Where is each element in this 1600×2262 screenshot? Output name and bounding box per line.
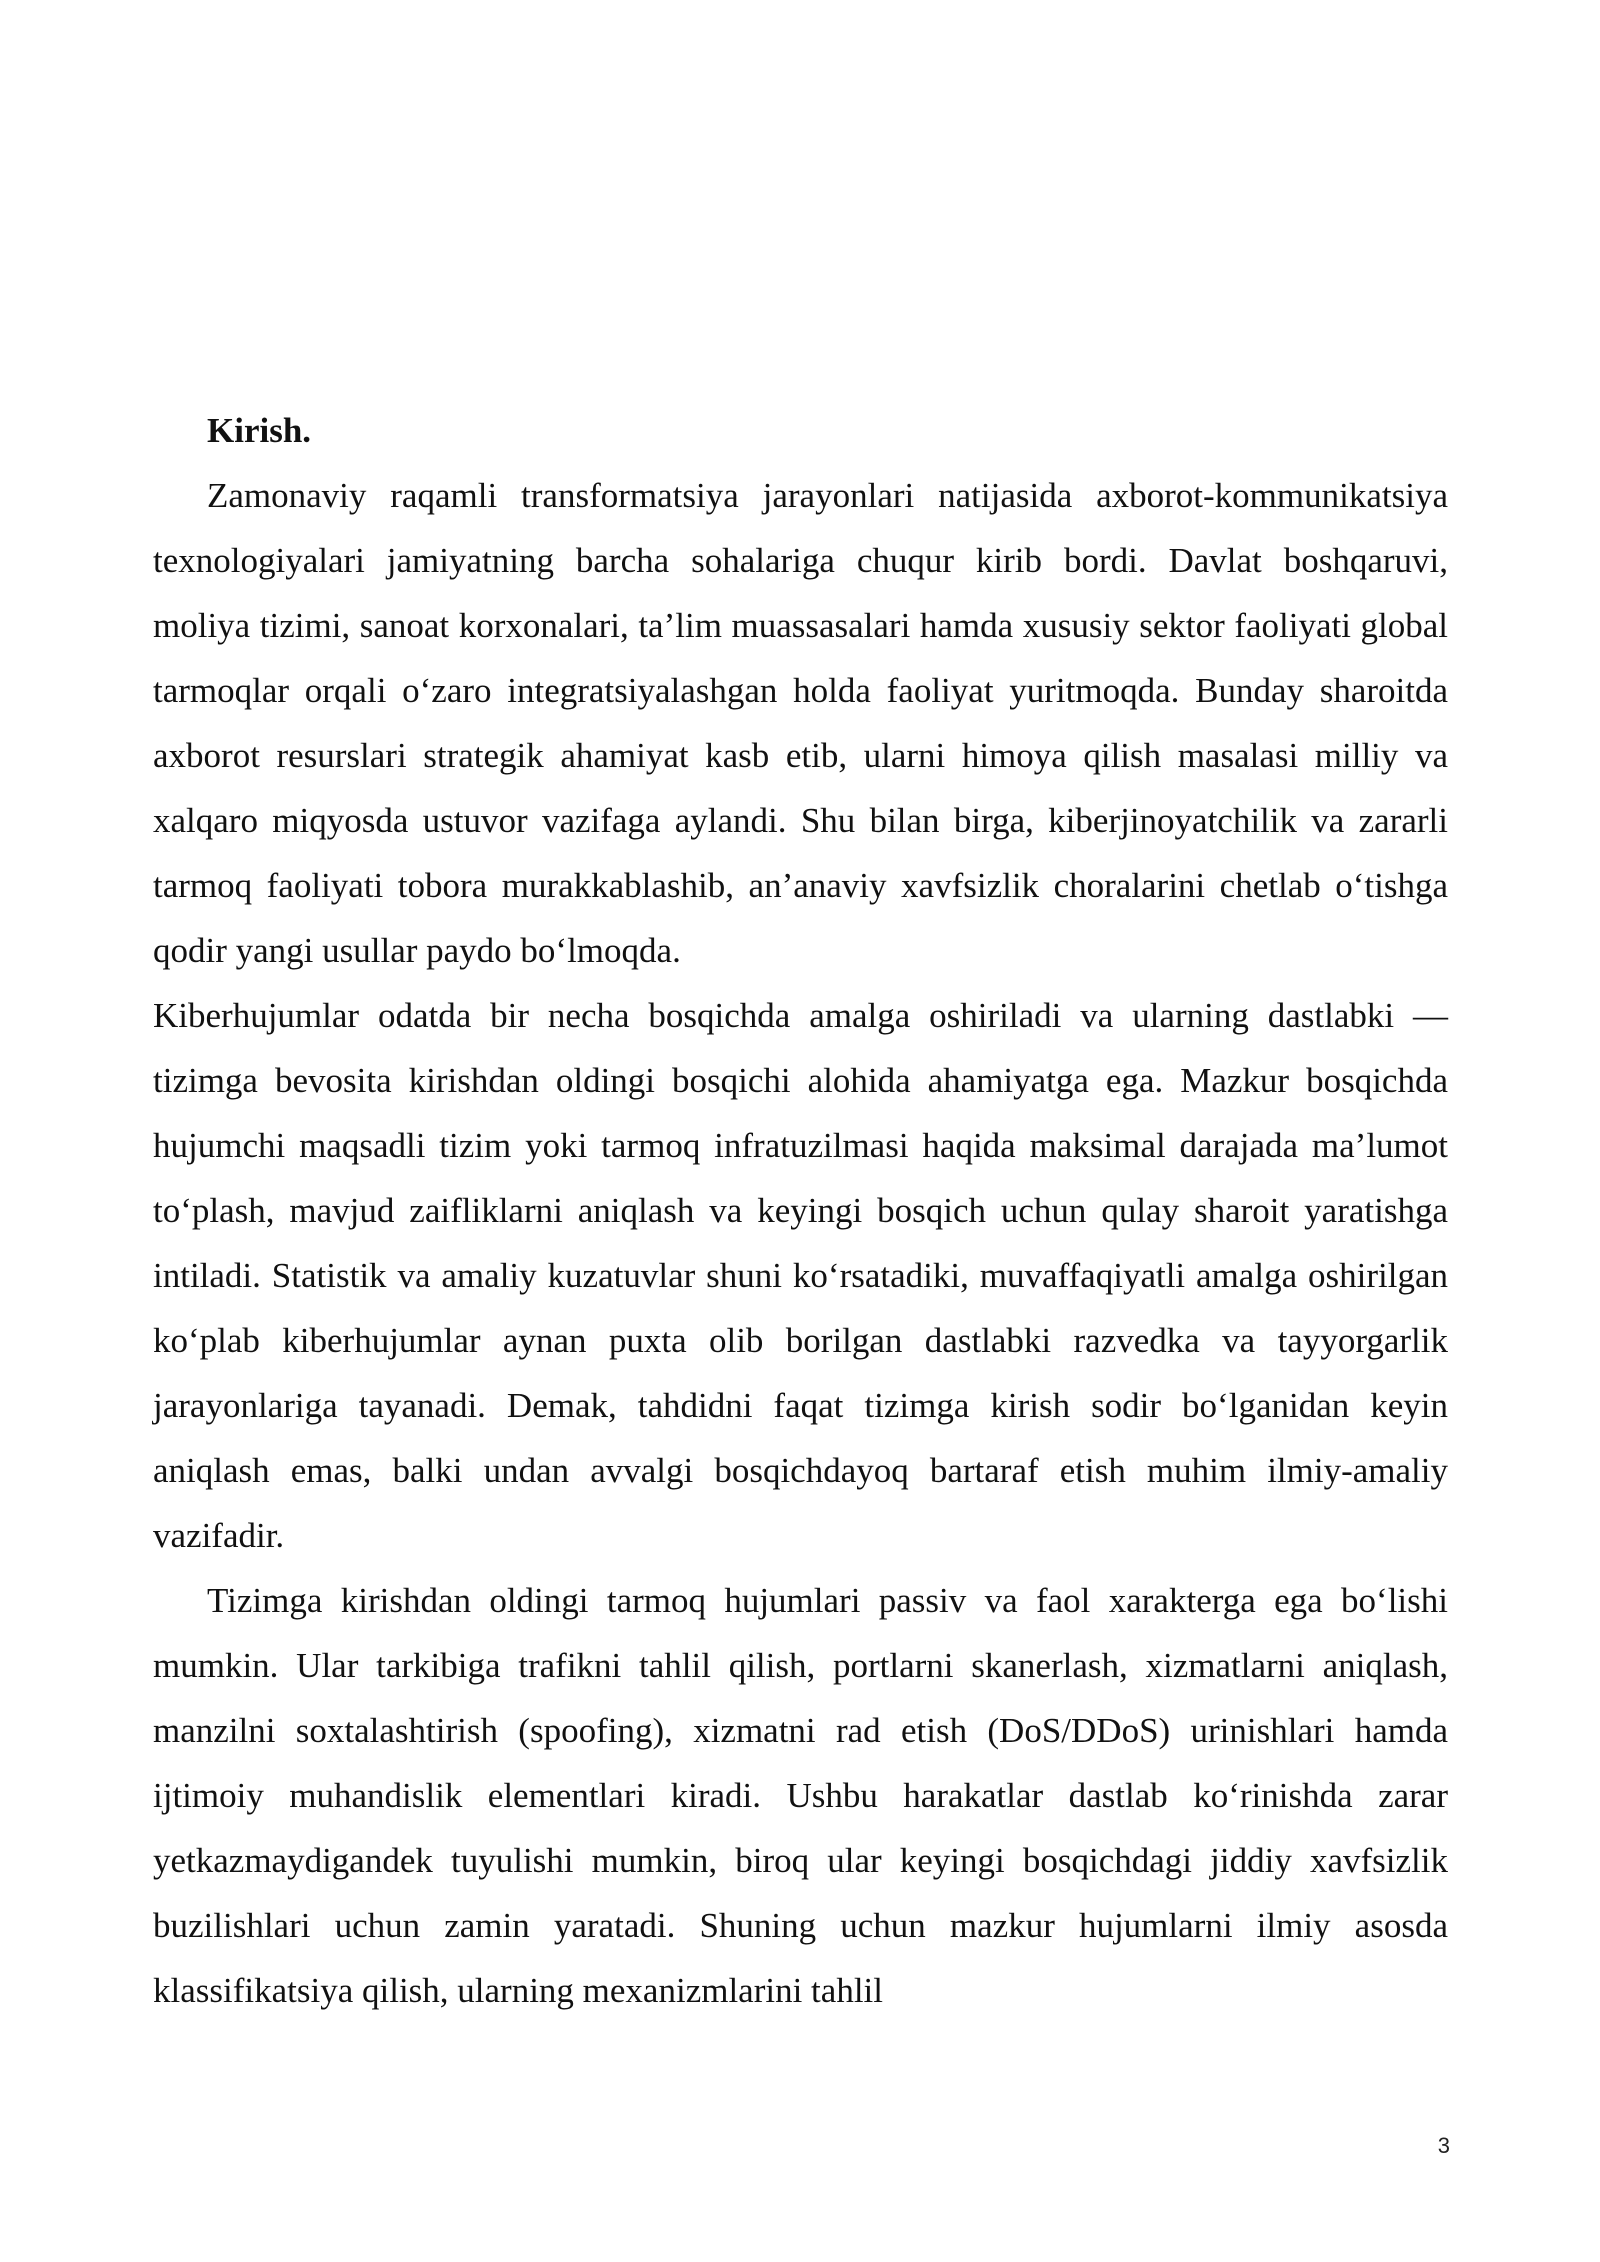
page-number: 3 — [1437, 2133, 1450, 2158]
paragraph-3: Tizimga kirishdan oldingi tarmoq hujumlari passiv va faol xarakterga ega bo‘lishi mumkin. Ular tarkibiga trafikni tahlil qilish, portlarni skanerlash, xizmatlarni aniqlash, manzilni soxtalashtirish (spoofing), xizmatni rad etish (DoS/DDoS) urinishlari hamda ijtimoiy muhandislik elementlari kiradi. Ushbu harakatlar dastlab ko‘rinishda zarar yetkazmaydigandek tuyulishi mumkin, biroq ular keyingi bosqichdagi jiddiy xavfsizlik buzilishlari uchun zamin yaratadi. Shuning uchun mazkur hujumlarni ilmiy asosda klassifikatsiya qilish, ularning mexanizmlarini tahlil — [153, 1581, 1448, 2010]
section-heading: Kirish. — [207, 411, 312, 450]
paragraph-1: Zamonaviy raqamli transformatsiya jarayonlari natijasida axborot-kommunikatsiya texnologiyalari jamiyatning barcha sohalariga chuqur kirib bordi. Davlat boshqaruvi, moliya tizimi, sanoat korxonalari, ta’lim muassasalari hamda xususiy sektor faoliyati global tarmoqlar orqali o‘zaro integratsiyalashgan holda faoliyat yuritmoqda. Bunday sharoitda axborot resurslari strategik ahamiyat kasb etib, ularni himoya qilish masalasi milliy va xalqaro miqyosda ustuvor vazifaga aylandi. Shu bilan birga, kiberjinoyatchilik va zararli tarmoq faoliyati tobora murakkablashib, an’anaviy xavfsizlik choralarini chetlab o‘tishga qodir yangi usullar paydo bo‘lmoqda. — [153, 476, 1448, 970]
page-body — [153, 398, 1448, 2023]
paragraph-2: Kiberhujumlar odatda bir necha bosqichda amalga oshiriladi va ularning dastlabki — tizimga bevosita kirishdan oldingi bosqichi alohida ahamiyatga ega. Mazkur bosqichda hujumchi maqsadli tizim yoki tarmoq infratuzilmasi haqida maksimal darajada ma’lumot to‘plash, mavjud zaifliklarni aniqlash va keyingi bosqich uchun qulay sharoit yaratishga intiladi. Statistik va amaliy kuzatuvlar shuni ko‘rsatadiki, muvaffaqiyatli amalga oshirilgan ko‘plab kiberhujumlar aynan puxta olib borilgan dastlabki razvedka va tayyorgarlik jarayonlariga tayanadi. Demak, tahdidni faqat tizimga kirish sodir bo‘lganidan keyin aniqlash emas, balki undan avvalgi bosqichdayoq bartaraf etish muhim ilmiy-amaliy vazifadir. — [153, 996, 1448, 1555]
